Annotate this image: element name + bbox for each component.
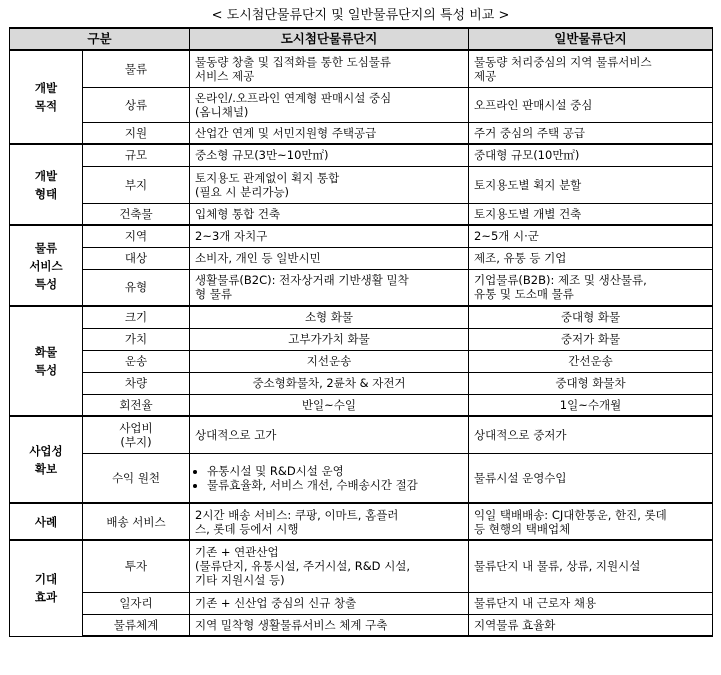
general-cell: 중대형 규모(10만㎡) (469, 144, 713, 166)
subcategory-cell: 크기 (83, 306, 190, 328)
subcategory-cell: 지원 (83, 122, 190, 144)
table-row (10, 503, 713, 540)
urban-cell: 산업간 연계 및 서민지원형 주택공급 (190, 122, 469, 144)
list-item: • 물류효율화, 서비스 개선, 수배송시간 절감 (207, 478, 463, 492)
general-cell: 상대적으로 중저가 (469, 416, 713, 453)
subcategory-cell: 건축물 (83, 203, 190, 225)
subcategory-cell: 운송 (83, 350, 190, 372)
subcategory-cell: 부지 (83, 166, 190, 203)
general-cell: 오프라인 판매시설 중심 (469, 87, 713, 122)
bullet-list (195, 464, 463, 492)
general-cell: 물류단지 내 물류, 상류, 지원시설 (469, 540, 713, 592)
general-cell: 제조, 유통 등 기업 (469, 247, 713, 269)
category-cell: 기대 효과 (10, 540, 83, 636)
table-row (10, 372, 713, 394)
subcategory-cell: 가치 (83, 328, 190, 350)
urban-cell: 2~3개 자치구 (190, 225, 469, 247)
table-row (10, 269, 713, 306)
subcategory-cell: 배송 서비스 (83, 503, 190, 540)
urban-cell: 기존 + 신산업 중심의 신규 창출 (190, 592, 469, 614)
table-row (10, 203, 713, 225)
table-row (10, 225, 713, 247)
category-cell: 개발 목적 (10, 50, 83, 144)
urban-cell: 입체형 통합 건축 (190, 203, 469, 225)
table-row (10, 144, 713, 166)
urban-cell: 소형 화물 (190, 306, 469, 328)
table-row (10, 614, 713, 636)
table-row (10, 87, 713, 122)
general-cell: 물류시설 운영수입 (469, 453, 713, 503)
table-row (10, 350, 713, 372)
general-cell: 지역물류 효율화 (469, 614, 713, 636)
table-row (10, 540, 713, 592)
subcategory-cell: 지역 (83, 225, 190, 247)
table-row (10, 122, 713, 144)
subcategory-cell: 유형 (83, 269, 190, 306)
comparison-table (9, 27, 713, 637)
general-cell: 1일~수개월 (469, 394, 713, 416)
subcategory-cell: 회전율 (83, 394, 190, 416)
category-cell: 사례 (10, 503, 83, 540)
subcategory-cell: 일자리 (83, 592, 190, 614)
list-item: • 유통시설 및 R&D시설 운영 (207, 464, 463, 478)
subcategory-cell: 대상 (83, 247, 190, 269)
category-cell: 사업성 확보 (10, 416, 83, 503)
urban-cell: 지역 밀착형 생활물류서비스 체계 구축 (190, 614, 469, 636)
subcategory-cell: 규모 (83, 144, 190, 166)
table-row (10, 394, 713, 416)
general-cell: 토지용도별 개별 건축 (469, 203, 713, 225)
urban-cell: 상대적으로 고가 (190, 416, 469, 453)
urban-cell: 토지용도 관계없이 획지 통합 (필요 시 분리가능) (190, 166, 469, 203)
general-cell: 기업물류(B2B): 제조 및 생산물류, 유통 및 도소매 물류 (469, 269, 713, 306)
general-cell: 주거 중심의 주택 공급 (469, 122, 713, 144)
urban-cell (190, 453, 469, 503)
general-cell: 2~5개 시·군 (469, 225, 713, 247)
table-row (10, 453, 713, 503)
subcategory-cell: 수익 원천 (83, 453, 190, 503)
category-cell: 개발 형태 (10, 144, 83, 225)
general-cell: 간선운송 (469, 350, 713, 372)
subcategory-cell: 상류 (83, 87, 190, 122)
table-row (10, 328, 713, 350)
general-cell: 중대형 화물차 (469, 372, 713, 394)
general-cell: 중대형 화물 (469, 306, 713, 328)
urban-cell: 반일~수일 (190, 394, 469, 416)
urban-cell: 지선운송 (190, 350, 469, 372)
header-urban-complex: 도시첨단물류단지 (190, 28, 469, 50)
table-row (10, 50, 713, 87)
general-cell: 토지용도별 획지 분할 (469, 166, 713, 203)
urban-cell: 중소형화물차, 2륜차 & 자전거 (190, 372, 469, 394)
urban-cell: 2시간 배송 서비스: 쿠팡, 이마트, 홈플러 스, 롯데 등에서 시행 (190, 503, 469, 540)
header-category: 구분 (10, 28, 190, 50)
subcategory-cell: 물류체계 (83, 614, 190, 636)
table-title: < 도시첨단물류단지 및 일반물류단지의 특성 비교 > (211, 8, 510, 23)
table-row (10, 247, 713, 269)
header-row (10, 28, 713, 50)
subcategory-cell: 투자 (83, 540, 190, 592)
subcategory-cell: 차량 (83, 372, 190, 394)
general-cell: 중저가 화물 (469, 328, 713, 350)
category-cell: 화물 특성 (10, 306, 83, 416)
urban-cell: 물동량 창출 및 집적화를 통한 도심물류 서비스 제공 (190, 50, 469, 87)
table-row (10, 306, 713, 328)
urban-cell: 생활물류(B2C): 전자상거래 기반생활 밀착 형 물류 (190, 269, 469, 306)
general-cell: 익일 택배배송: CJ대한통운, 한진, 롯데 등 현행의 택배업체 (469, 503, 713, 540)
urban-cell: 고부가가치 화물 (190, 328, 469, 350)
table-row (10, 592, 713, 614)
urban-cell: 소비자, 개인 등 일반시민 (190, 247, 469, 269)
urban-cell: 온라인/.오프라인 연계형 판매시설 중심 (옴니채널) (190, 87, 469, 122)
table-row (10, 416, 713, 453)
table-row (10, 166, 713, 203)
header-general-complex: 일반물류단지 (469, 28, 713, 50)
urban-cell: 중소형 규모(3만~10만㎡) (190, 144, 469, 166)
category-cell: 물류 서비스 특성 (10, 225, 83, 306)
general-cell: 물동량 처리중심의 지역 물류서비스 제공 (469, 50, 713, 87)
urban-cell: 기존 + 연관산업 (물류단지, 유통시설, 주거시설, R&D 시설, 기타 지원시설 등) (190, 540, 469, 592)
subcategory-cell: 물류 (83, 50, 190, 87)
general-cell: 물류단지 내 근로자 채용 (469, 592, 713, 614)
subcategory-cell: 사업비 (부지) (83, 416, 190, 453)
